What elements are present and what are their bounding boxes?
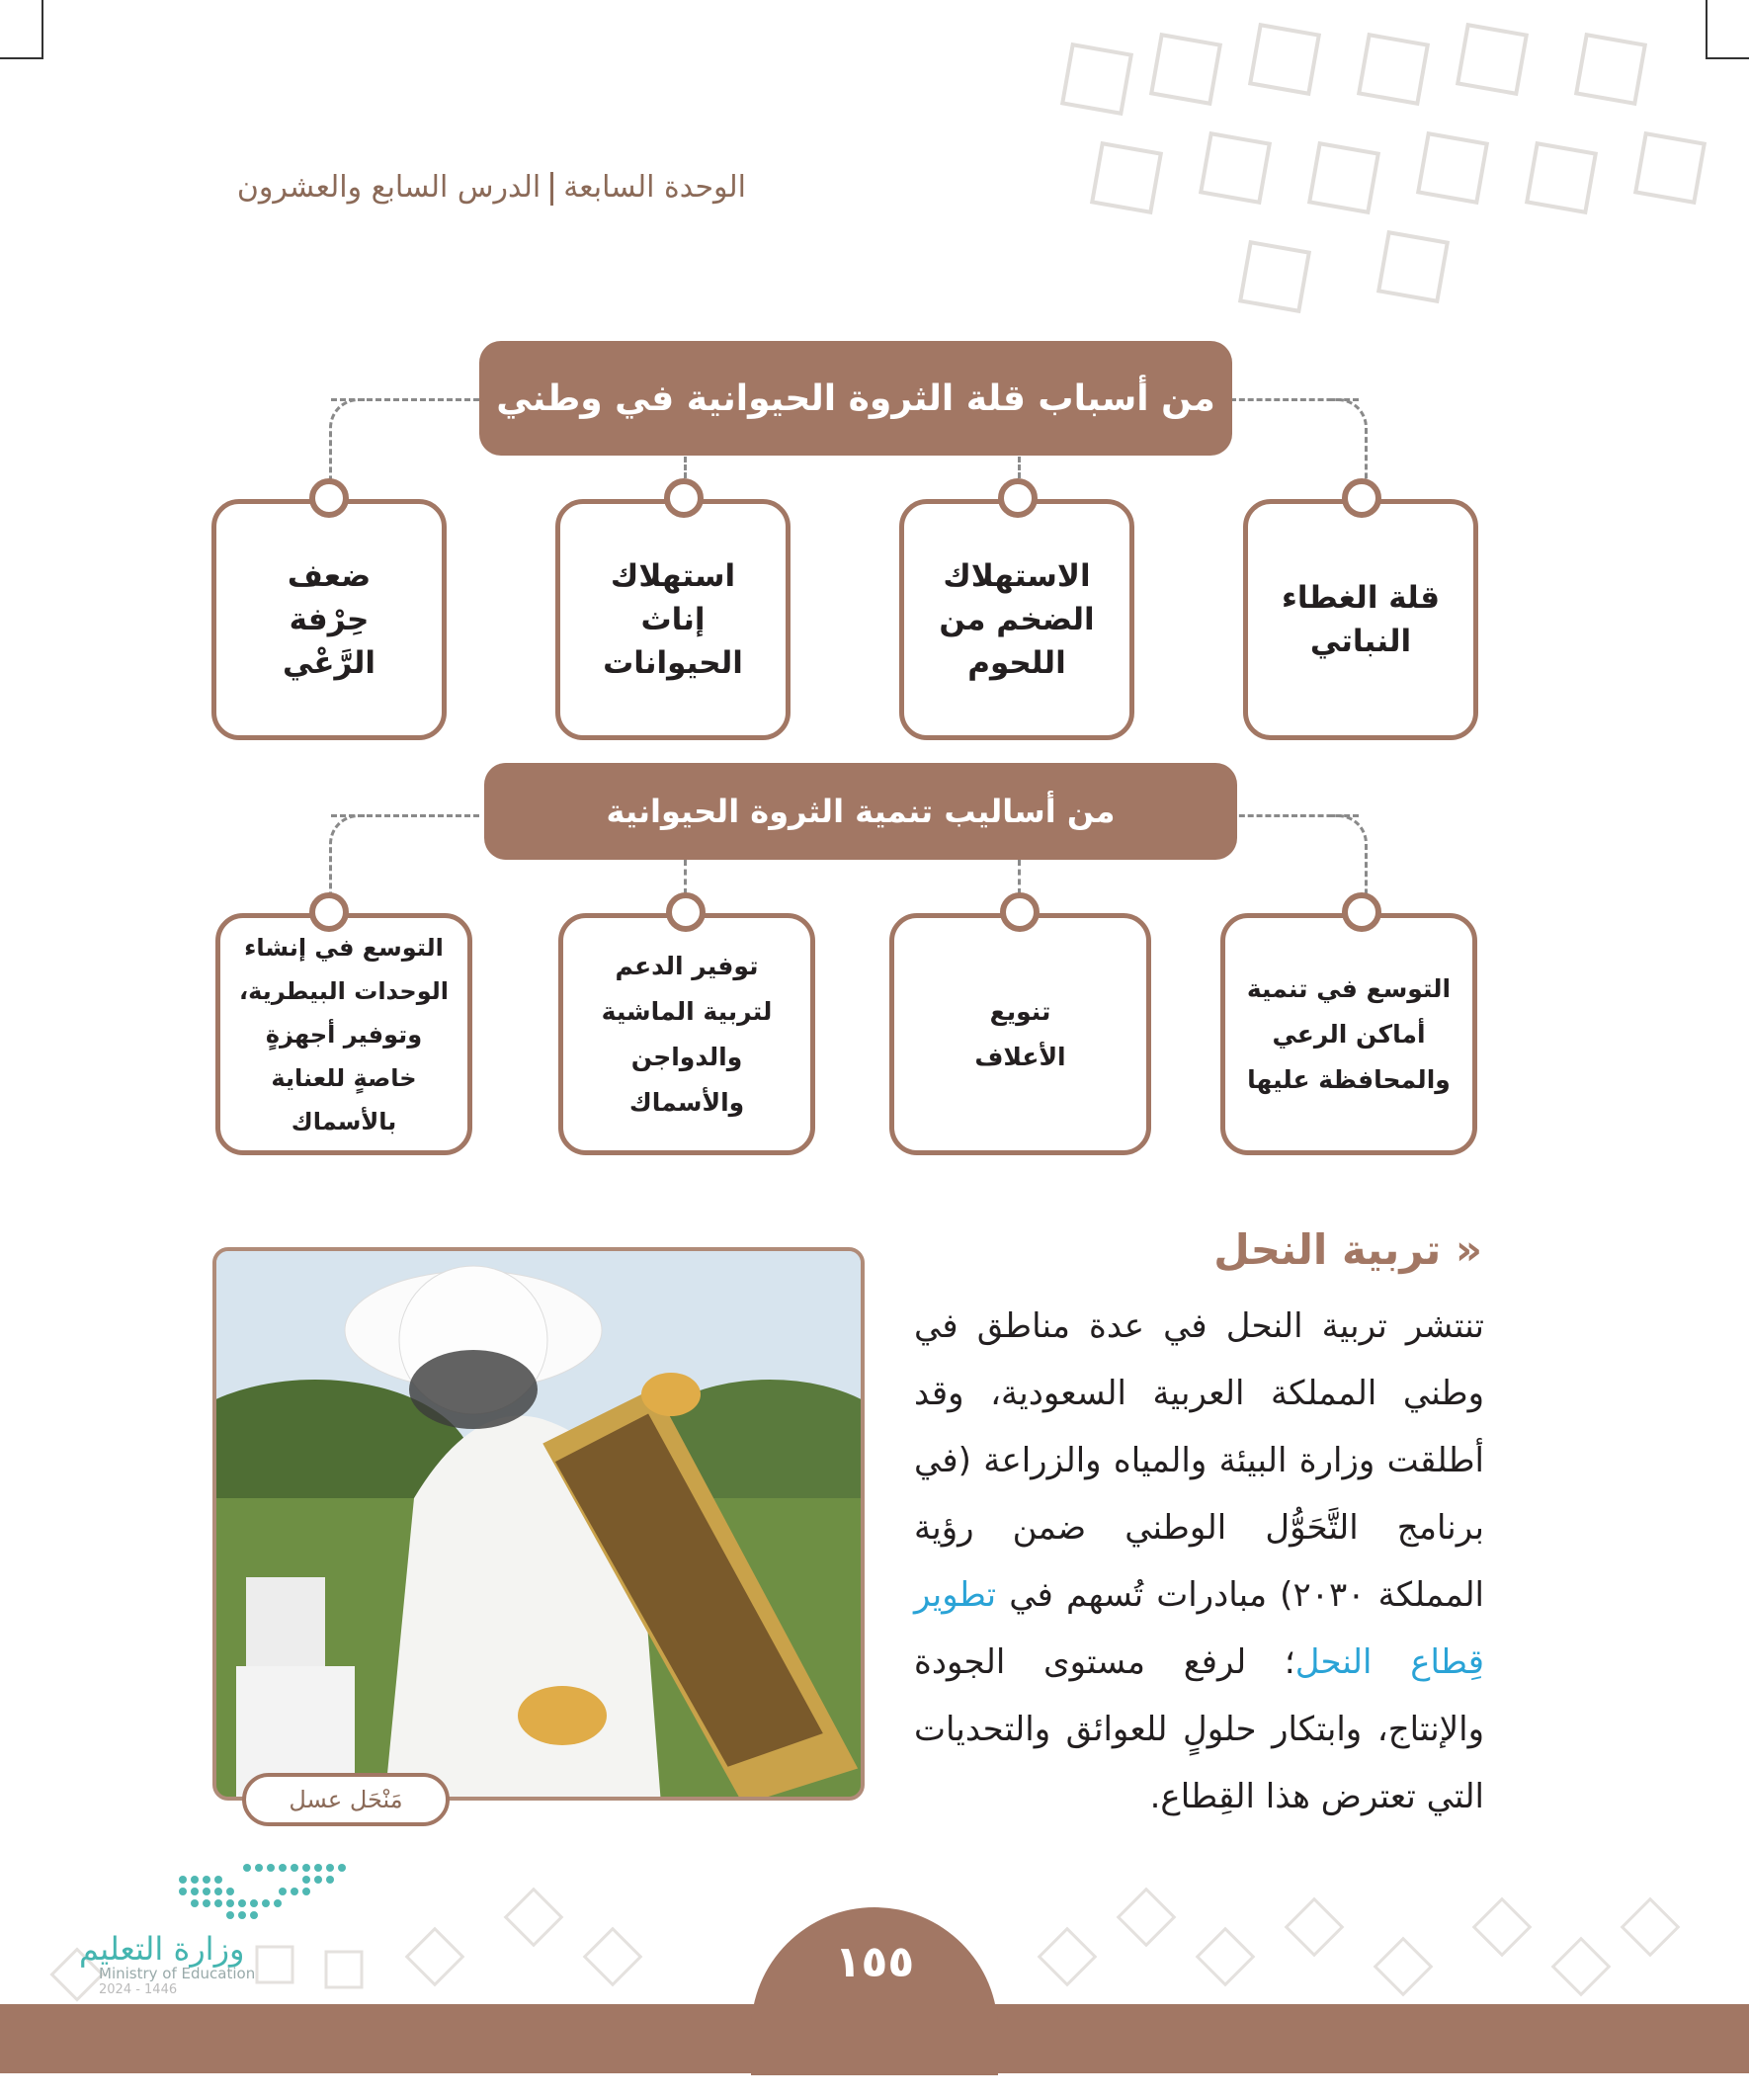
cause-text: ضعف حِرْفة الرَّعْي <box>282 558 376 681</box>
paragraph-text-1: تنتشر تربية النحل في عدة مناطق في وطني المملكة العربية السعودية، وقد أطلقت وزارة البيئة والمياه والزراعة (في برنامج التَّحَوُّل الوطني ضمن رؤية المملكة ٢٠٣٠) مبادرات تُسهم في <box>914 1306 1485 1615</box>
beekeeper-photo <box>212 1247 865 1801</box>
photo-caption <box>242 1773 450 1826</box>
edition-year: 2024 - 1446 <box>99 1982 178 1997</box>
decorative-pattern-top <box>1028 0 1749 336</box>
method-knob-3 <box>666 892 706 932</box>
method-knob-2 <box>1000 892 1040 932</box>
bees-paragraph <box>914 1293 1484 1830</box>
chevron-left-icon: « <box>1455 1225 1482 1274</box>
methods-title-text: من أساليب تنمية الثروة الحيوانية <box>606 793 1116 830</box>
causes-title-text: من أسباب قلة الثروة الحيوانية في وطني <box>496 378 1215 419</box>
method-text: توفير الدعم لتربية الماشية والدواجن والأسماك <box>601 951 773 1117</box>
beekeeper-illustration <box>216 1251 865 1801</box>
method-text: التوسع في إنشاء الوحدات البيطرية، وتوفير أجهزةٍ خاصةٍ للعناية بالأسماك <box>239 933 449 1135</box>
method-card-2 <box>889 913 1151 1155</box>
method-knob-1 <box>1342 892 1381 932</box>
cause-knob-2 <box>998 478 1038 518</box>
lesson-label: الدرس السابع والعشرون <box>236 170 541 205</box>
cause-card-3 <box>555 499 791 740</box>
cause-card-2 <box>899 499 1134 740</box>
method-text: التوسع في تنمية أماكن الرعي والمحافظة عليها <box>1246 973 1452 1094</box>
method-card-3 <box>558 913 815 1155</box>
method-card-1 <box>1220 913 1477 1155</box>
page-number-text: ١٥٥ <box>834 1937 915 1987</box>
photo-caption-text: مَنْحَل عسل <box>289 1786 403 1813</box>
cause-text: استهلاك إناث الحيوانات <box>603 558 743 681</box>
ministry-name-en: Ministry of Education <box>99 1965 256 1982</box>
highlighted-term: تطوير قِطاع النحل <box>914 1575 1484 1682</box>
methods-title <box>484 763 1237 860</box>
method-knob-4 <box>309 892 349 932</box>
cause-card-1 <box>1243 499 1478 740</box>
breadcrumb-separator <box>550 172 553 206</box>
breadcrumb <box>212 170 746 206</box>
cause-knob-4 <box>309 478 349 518</box>
unit-label: الوحدة السابعة <box>563 170 746 205</box>
cause-text: قلة الغطاء النباتي <box>1282 580 1440 659</box>
ministry-name-ar: وزارة التعليم <box>79 1930 245 1968</box>
cause-card-4 <box>211 499 447 740</box>
cause-knob-3 <box>664 478 704 518</box>
paragraph-text-2: ؛ لرفع مستوى الجودة والإنتاج، وابتكار حلولٍ للعوائق والتحديات التي تعترض هذا القِطاع. <box>914 1642 1484 1816</box>
causes-title <box>479 341 1232 456</box>
page-number <box>751 1907 998 2075</box>
method-card-4 <box>215 913 472 1155</box>
cause-text: الاستهلاك الضخم من اللحوم <box>939 558 1095 681</box>
cause-knob-1 <box>1342 478 1381 518</box>
method-text: تنويع الأعلاف <box>974 996 1066 1071</box>
section-heading <box>1136 1225 1482 1274</box>
section-title-text: تربية النحل <box>1213 1225 1442 1274</box>
